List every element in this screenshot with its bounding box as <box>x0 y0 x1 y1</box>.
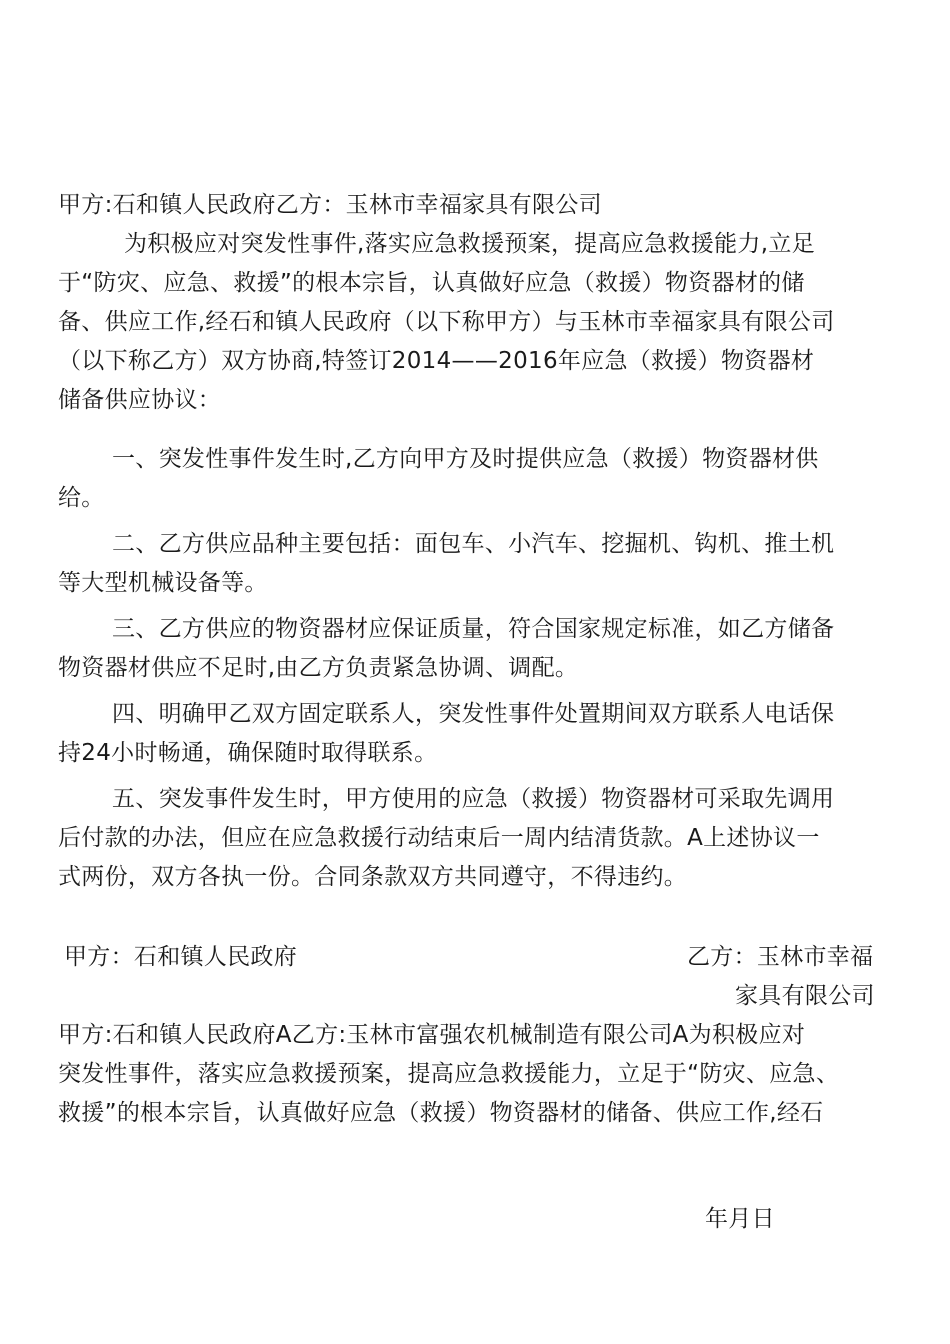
clause-5-line: 后付款的办法，但应在应急救援行动结束后一周内结清货款。A上述协议一 <box>58 825 820 851</box>
intro-line: 备、供应工作,经石和镇人民政府（以下称甲方）与玉林市幸福家具有限公司 <box>58 309 835 335</box>
party-a-signature: 甲方：石和镇人民政府 <box>64 944 297 970</box>
header-line: 甲方:石和镇人民政府乙方：玉林市幸福家具有限公司 <box>58 192 602 218</box>
intro-line: 为积极应对突发性事件,落实应急救援预案，提高应急救援能力,立足 <box>124 231 815 257</box>
clause-1-line: 一、突发性事件发生时,乙方向甲方及时提供应急（救援）物资器材供 <box>112 446 819 472</box>
clause-3-line: 三、乙方供应的物资器材应保证质量，符合国家规定标准，如乙方储备 <box>112 616 835 642</box>
intro-line: 储备供应协议： <box>58 387 222 413</box>
date-line: 年月日 <box>705 1206 775 1232</box>
clause-5-line: 式两份，双方各执一份。合同条款双方共同遵守，不得违约。 <box>58 864 688 890</box>
second-section-line: 救援”的根本宗旨，认真做好应急（救援）物资器材的储备、供应工作,经石 <box>58 1100 824 1126</box>
clause-3-line: 物资器材供应不足时,由乙方负责紧急协调、调配。 <box>58 655 579 681</box>
second-section-line: 突发性事件，落实应急救援预案，提高应急救援能力，立足于“防灾、应急、 <box>58 1061 840 1087</box>
clause-5-line: 五、突发事件发生时，甲方使用的应急（救援）物资器材可采取先调用 <box>112 786 835 812</box>
clause-4-line: 持24小时畅通，确保随时取得联系。 <box>58 740 438 766</box>
second-section-line: 甲方:石和镇人民政府A乙方:玉林市富强农机械制造有限公司A为积极应对 <box>58 1022 806 1048</box>
party-b-signature-line1: 乙方：玉林市幸福 <box>687 944 874 970</box>
clause-1-line: 给。 <box>58 485 105 511</box>
clause-2-line: 等大型机械设备等。 <box>58 570 268 596</box>
clause-4-line: 四、明确甲乙双方固定联系人，突发性事件处置期间双方联系人电话保 <box>112 701 835 727</box>
intro-line: （以下称乙方）双方协商,特签订2014——2016年应急（救援）物资器材 <box>58 348 815 374</box>
intro-line: 于“防灾、应急、救援”的根本宗旨，认真做好应急（救援）物资器材的储 <box>58 270 805 296</box>
clause-2-line: 二、乙方供应品种主要包括：面包车、小汽车、挖掘机、钩机、推土机 <box>112 531 835 557</box>
party-b-signature-line2: 家具有限公司 <box>735 983 875 1009</box>
